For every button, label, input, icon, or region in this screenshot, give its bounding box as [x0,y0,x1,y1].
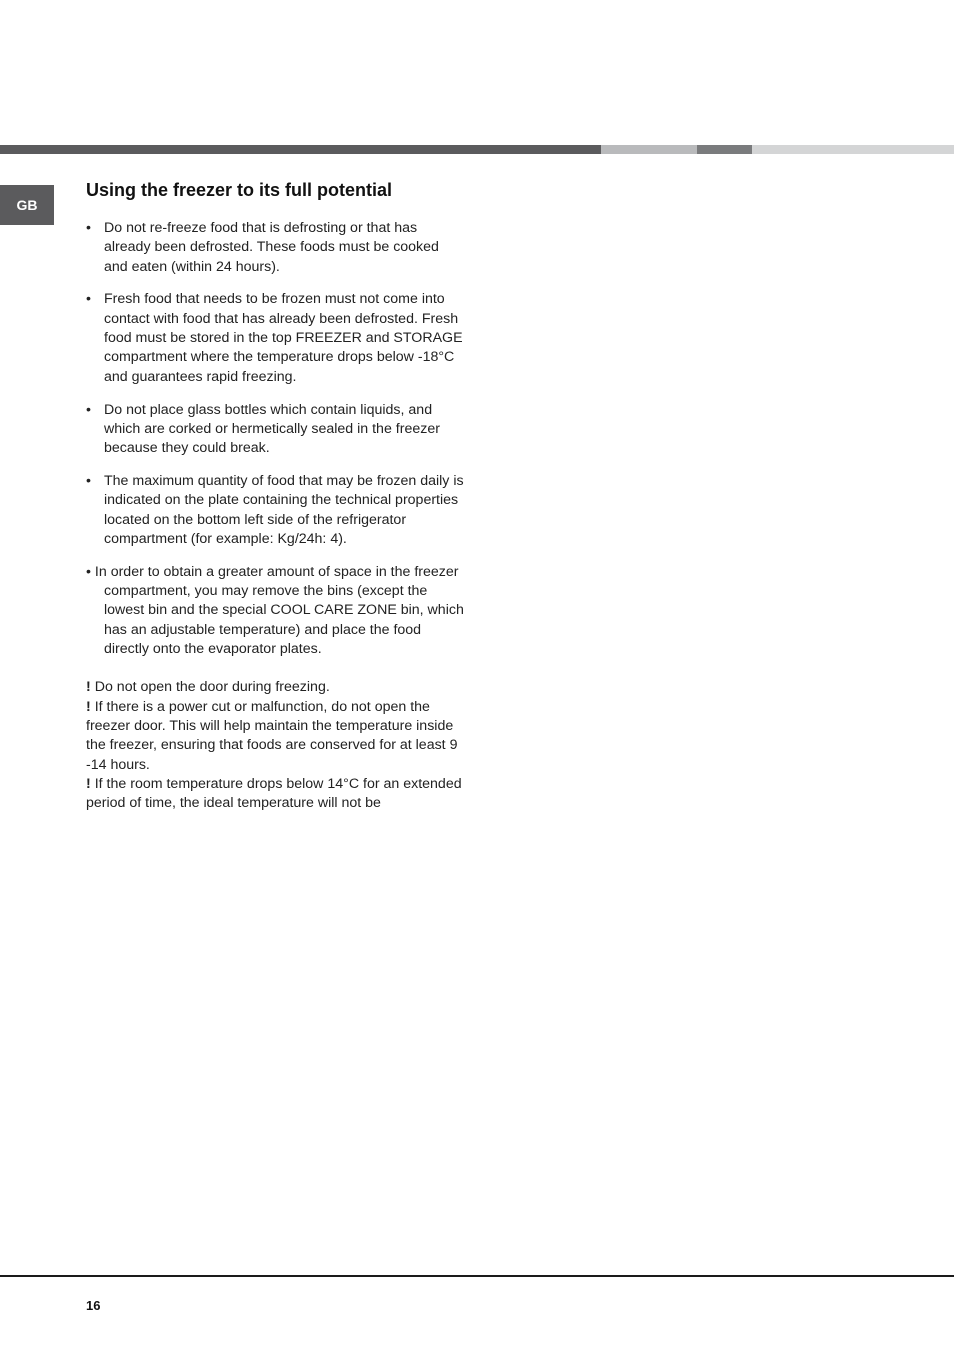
footer-divider [0,1275,954,1277]
bullet-text: Fresh food that needs to be frozen must not come into contact with food that has already been defrosted. Fresh food must be stored in the top FREEZER and STORAGE compartment where the temperature drops below -18°C and guarantees rapid freezing. [104,291,463,385]
top-bar-segment-dark [0,145,601,154]
bullet-icon: • [86,563,91,580]
bullet-item [86,563,466,659]
bullet-text: The maximum quantity of food that may be frozen daily is indicated on the plate containing the technical properties located on the bottom left side of the refrigerator compartment (for example: Kg/24h: 4). [104,473,464,547]
page-number: 16 [86,1298,101,1313]
note-text: If the room temperature drops below 14°C for an extended period of time, the ideal temperature will not be [86,775,462,812]
top-bar-segment-lightest [752,145,954,154]
bullet-icon: • [86,401,91,418]
bullet-icon: • [86,291,91,308]
language-tab: GB [0,185,54,225]
bullet-text: Do not re-freeze food that is defrosting or that has already been defrosted. These foods must be cooked and eaten (within 24 hours). [104,220,439,275]
warning-note [86,678,466,697]
bullet-item [86,472,466,549]
warning-note [86,698,466,775]
exclamation-icon: ! [86,698,91,715]
note-text: If there is a power cut or malfunction, do not open the freezer door. This will help maintain the temperature inside the freezer, ensuring that foods are conserved for at least 9 -14 hours. [86,698,458,773]
exclamation-icon: ! [86,679,91,696]
top-bar-segment-light [601,145,697,154]
section-content [86,219,466,813]
bullet-text: In order to obtain a greater amount of space in the freezer compartment, you may remove the bins (except the lowest bin and the special COOL CARE ZONE bin, which has an adjustable temperature) and place the food directly onto the evaporator plates. [94,563,464,658]
bullet-text: Do not place glass bottles which contain liquids, and which are corked or hermetically sealed in the freezer because they could break. [104,401,440,457]
exclamation-icon: ! [86,775,91,792]
bullet-item [86,219,466,277]
top-bar-segment-mid [697,145,752,154]
bullet-icon: • [86,220,91,236]
bullet-item [86,290,466,386]
section-title: Using the freezer to its full potential [86,180,393,200]
top-color-bar [0,145,954,154]
bullet-item [86,401,466,459]
note-text: Do not open the door during freezing. [94,679,330,696]
warning-notes [86,678,466,813]
warning-note [86,775,466,814]
bullet-icon: • [86,473,91,490]
